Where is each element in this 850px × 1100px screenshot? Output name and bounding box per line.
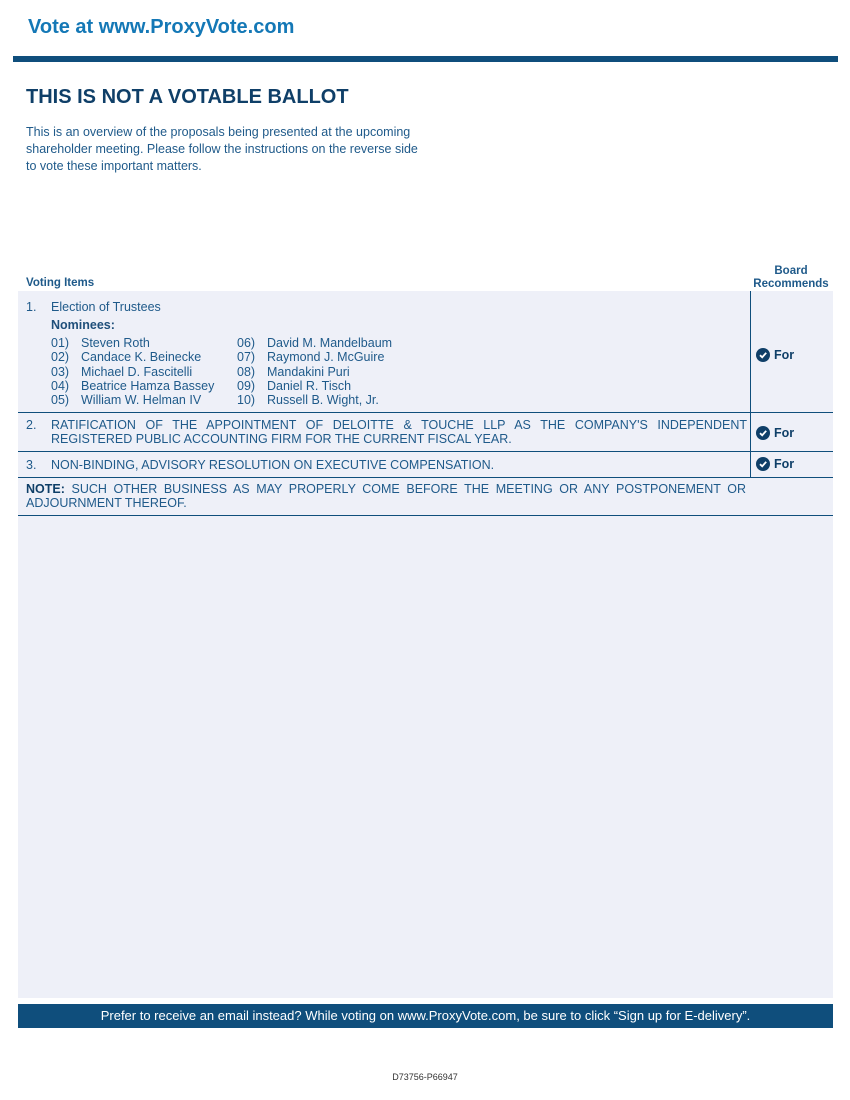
header-divider — [13, 56, 838, 62]
nominee — [51, 393, 214, 407]
nominee — [237, 379, 392, 393]
intro-paragraph: This is an overview of the proposals being presented at the upcoming shareholder meeting. Please follow the instructions on the reverse side to vote these important matters. — [26, 125, 418, 173]
nominee-name: Russell B. Wight, Jr. — [267, 393, 379, 408]
nominee-number: 06) — [237, 336, 256, 350]
nominee-name: Mandakini Puri — [267, 364, 350, 379]
row-divider — [18, 412, 833, 413]
nominee-number: 04) — [51, 378, 70, 393]
nominee — [51, 379, 214, 393]
item-2-text: RATIFICATION OF THE APPOINTMENT OF DELOITTE & TOUCHE LLP AS THE COMPANY'S INDEPENDENT REGISTERED PUBLIC ACCOUNTING FIRM FOR THE CURRENT FISCAL YEAR. — [51, 418, 747, 446]
nominee-number: 07) — [237, 350, 256, 365]
page-title: THIS IS NOT A VOTABLE BALLOT — [26, 86, 349, 108]
check-circle-icon — [756, 348, 770, 362]
row-divider — [18, 451, 833, 452]
recommendation-label: For — [774, 348, 795, 362]
item-1-text: Election of Trustees — [51, 300, 161, 314]
note-text: SUCH OTHER BUSINESS AS MAY PROPERLY COME BEFORE THE MEETING OR ANY POSTPONEMENT OR ADJOURNMENT THEREOF. — [26, 482, 746, 510]
note-label: NOTE: — [26, 482, 65, 496]
nominee-name: William W. Helman IV — [81, 393, 202, 408]
nominee — [237, 393, 392, 407]
item-2-number: 2. — [26, 418, 37, 432]
vote-url-header: Vote at www.ProxyVote.com — [28, 16, 295, 38]
recommendation-label: For — [774, 426, 795, 440]
nominee-number: 08) — [237, 364, 256, 379]
nominee-number: 09) — [237, 378, 256, 393]
row-divider — [18, 515, 833, 516]
nominee-name: David M. Mandelbaum — [267, 336, 393, 350]
nominee-number: 02) — [51, 350, 70, 365]
item-1-recommendation — [756, 348, 794, 362]
nominee — [51, 365, 214, 379]
nominees-left-column — [51, 336, 214, 407]
document-code: D73756-P66947 — [392, 1072, 458, 1082]
nominee-name: Raymond J. McGuire — [267, 350, 385, 365]
nominee-number: 03) — [51, 364, 70, 379]
nominee — [237, 336, 392, 350]
item-3-text: NON-BINDING, ADVISORY RESOLUTION ON EXECUTIVE COMPENSATION. — [51, 458, 495, 472]
nominee-number: 05) — [51, 393, 70, 408]
board-recommends-header: Board Recommends — [753, 265, 829, 290]
nominee — [51, 350, 214, 364]
nominee-name: Candace K. Beinecke — [81, 350, 202, 365]
nominee — [237, 365, 392, 379]
nominees-label: Nominees: — [51, 318, 115, 332]
nominee-name: Michael D. Fascitelli — [81, 364, 193, 379]
column-divider — [750, 291, 751, 478]
nominees-right-column — [237, 336, 392, 407]
item-2-recommendation — [756, 426, 794, 440]
recommendation-label: For — [774, 457, 795, 471]
item-3-number: 3. — [26, 458, 37, 472]
check-circle-icon — [756, 426, 770, 440]
note-paragraph — [26, 482, 746, 510]
edelivery-banner: Prefer to receive an email instead? While voting on www.ProxyVote.com, be sure to click “Sign up for E-delivery”. — [18, 1004, 833, 1028]
nominee-name: Beatrice Hamza Bassey — [81, 378, 215, 393]
nominee-number: 10) — [237, 393, 256, 408]
item-1-number: 1. — [26, 300, 37, 314]
voting-items-header: Voting Items — [26, 277, 95, 289]
nominee — [51, 336, 214, 350]
nominee-name: Steven Roth — [81, 336, 150, 350]
check-circle-icon — [756, 457, 770, 471]
nominee-name: Daniel R. Tisch — [267, 378, 352, 393]
item-3-recommendation — [756, 457, 794, 471]
row-divider — [18, 477, 833, 478]
nominee-number: 01) — [51, 336, 70, 350]
nominee — [237, 350, 392, 364]
